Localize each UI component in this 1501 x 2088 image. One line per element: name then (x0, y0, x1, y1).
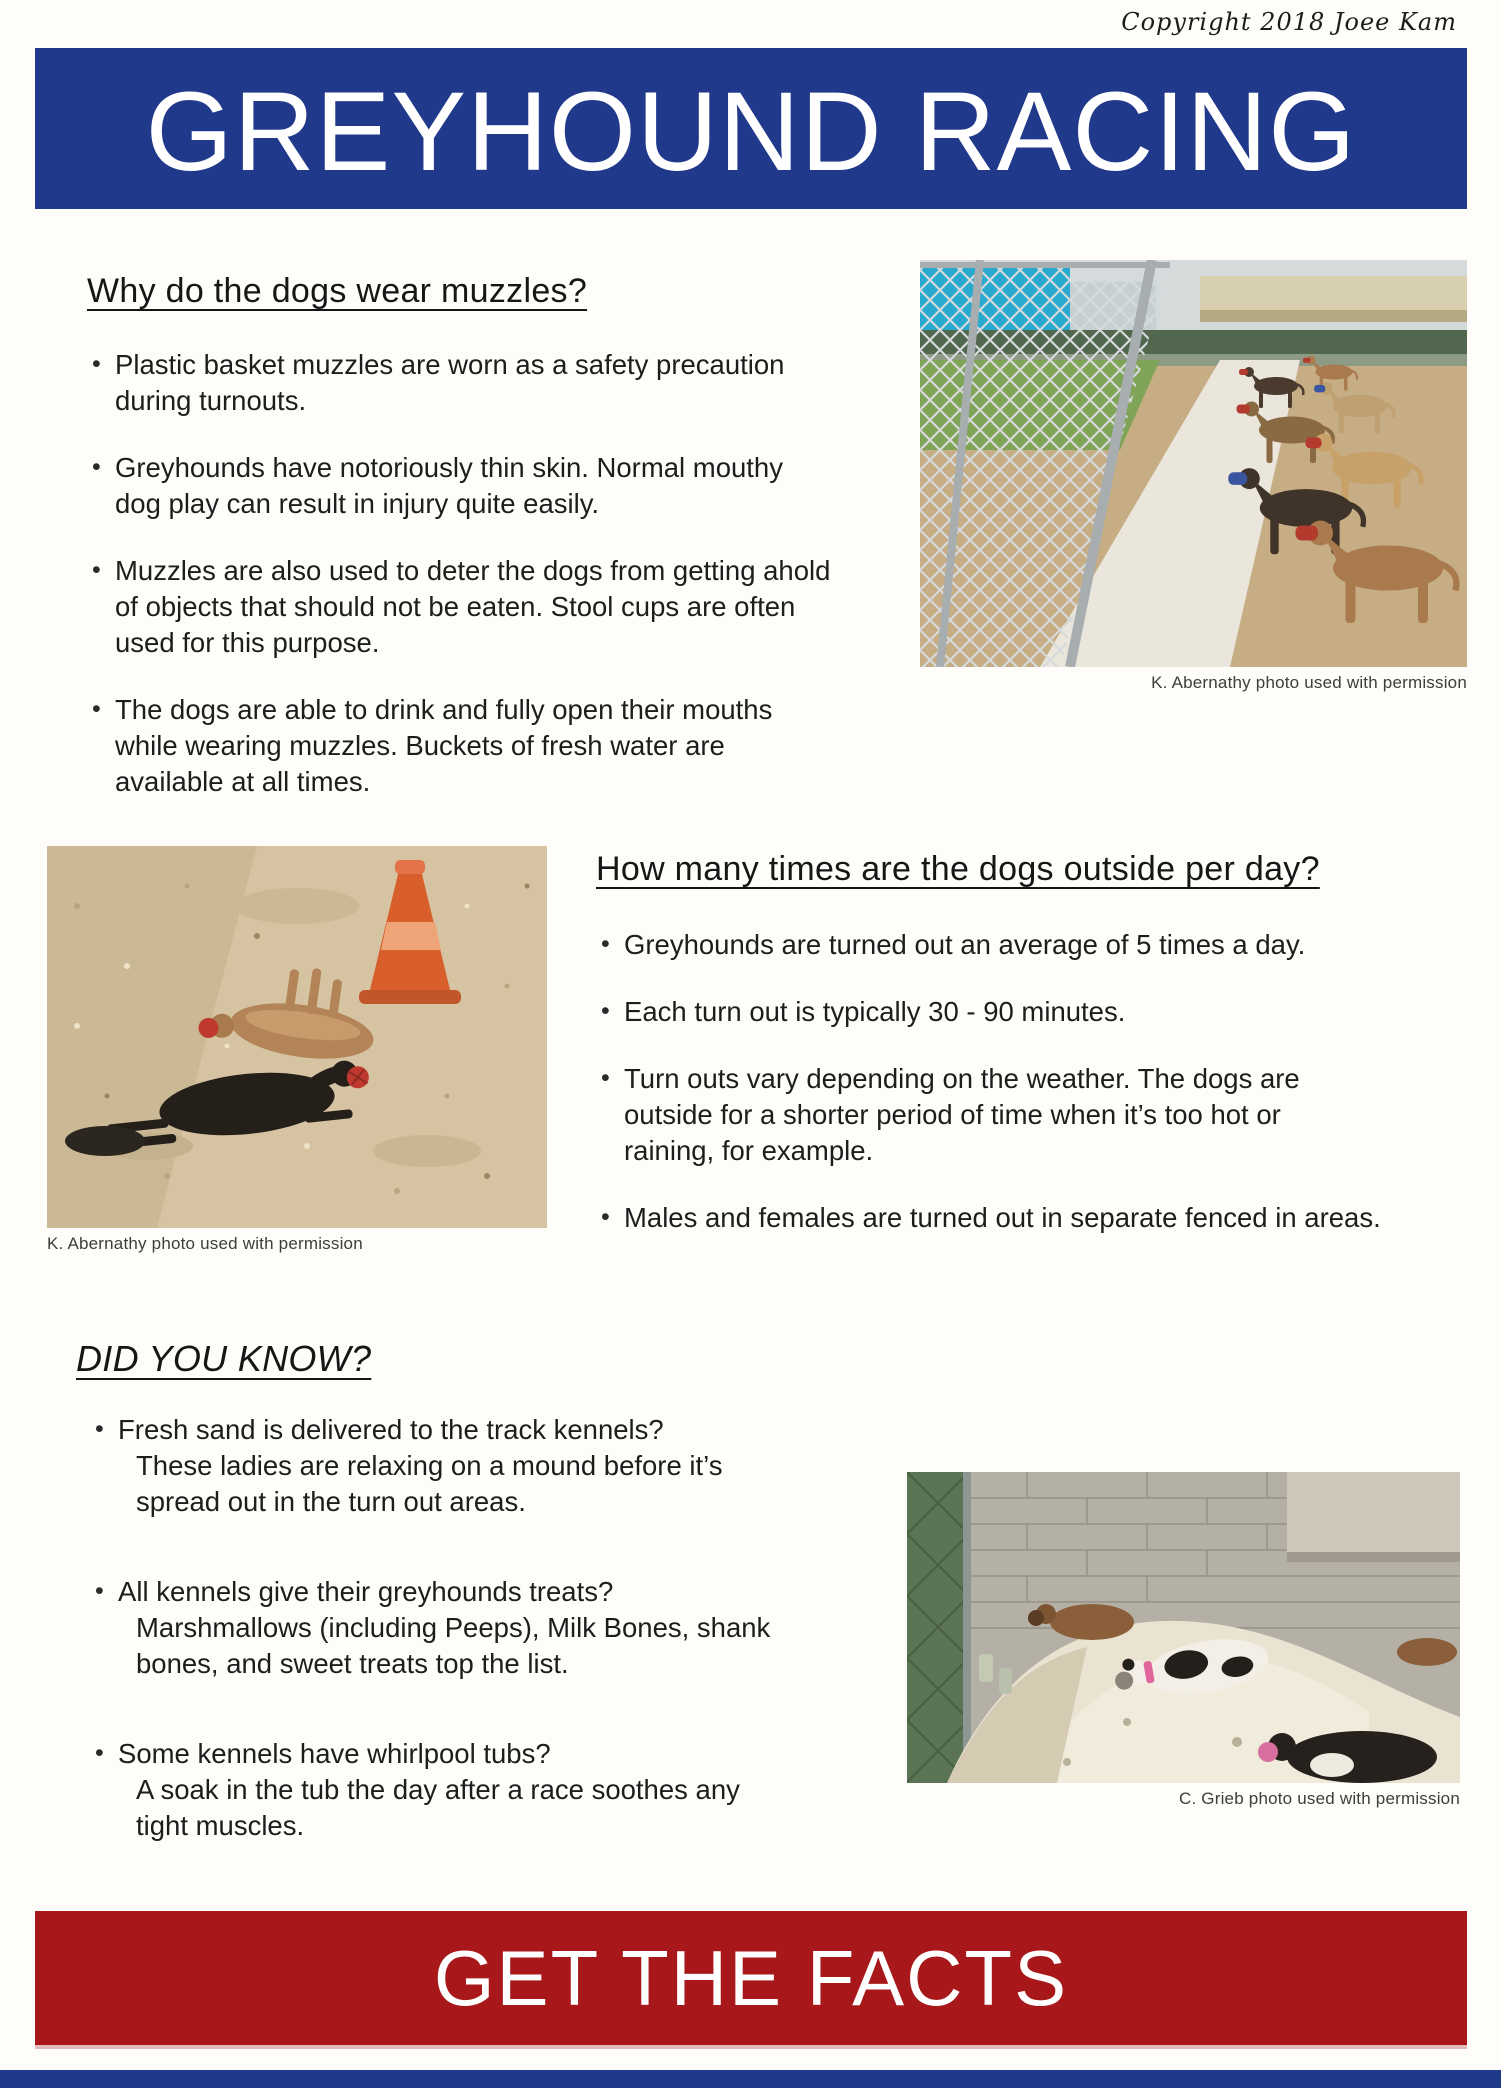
bullet-item (90, 1574, 790, 1682)
copyright-note: Copyright 2018 Joee Kam (1121, 8, 1457, 36)
did-you-know-bullet-list (90, 1412, 790, 1898)
bullet-item: • Males and females are turned out in separate fenced in areas. (596, 1200, 1476, 1236)
photo-sand-nap (47, 846, 547, 1228)
bullet-item: • Greyhounds have notoriously thin skin. Normal mouthy dog play can result in injury quite easily. (87, 450, 832, 522)
photo-caption: K. Abernathy photo used with permission (47, 1234, 363, 1253)
title-banner (35, 48, 1467, 209)
photo-caption: K. Abernathy photo used with permission (1151, 673, 1467, 692)
bullet-item: • Each turn out is typically 30 - 90 minutes. (596, 994, 1476, 1030)
page-title: GREYHOUND RACING (145, 68, 1357, 194)
bullet-item (90, 1412, 790, 1520)
footer-slogan: GET THE FACTS (433, 1934, 1069, 2022)
bullet-detail: Marshmallows (including Peeps), Milk Bones, shank bones, and sweet treats top the list. (136, 1612, 771, 1679)
bullet-detail: These ladies are relaxing on a mound before it’s spread out in the turn out areas. (136, 1450, 723, 1517)
bullet-lead: • All kennels give their greyhounds treats? (90, 1574, 790, 1610)
outside-bullet-list (596, 927, 1476, 1267)
section-heading-did-you-know: DID YOU KNOW? (76, 1338, 372, 1379)
sand-mound-illustration (907, 1472, 1460, 1783)
photo-turnout-pen (920, 260, 1467, 667)
bullet-item: • Muzzles are also used to deter the dogs from getting ahold of objects that should not be eaten. Stool cups are often used for this purpose. (87, 553, 832, 661)
bottom-accent-strip (0, 2070, 1501, 2088)
section-heading-outside: How many times are the dogs outside per day? (596, 850, 1320, 888)
section-heading-muzzles: Why do the dogs wear muzzles? (87, 272, 588, 310)
photo-sand-mound (907, 1472, 1460, 1783)
bullet-lead: • Some kennels have whirlpool tubs? (90, 1736, 790, 1772)
bullet-item: • Greyhounds are turned out an average of 5 times a day. (596, 927, 1476, 963)
bullet-item: • Turn outs vary depending on the weather. The dogs are outside for a shorter period of time when it’s too hot or raining, for example. (596, 1061, 1376, 1169)
footer-banner (35, 1911, 1467, 2049)
bullet-item (90, 1736, 790, 1844)
bullet-lead: • Fresh sand is delivered to the track kennels? (90, 1412, 790, 1448)
photo-caption: C. Grieb photo used with permission (1178, 1789, 1460, 1808)
bullet-detail: A soak in the tub the day after a race soothes any tight muscles. (136, 1774, 740, 1841)
bullet-item: • The dogs are able to drink and fully open their mouths while wearing muzzles. Buckets of fresh water are available at all times. (87, 692, 832, 800)
muzzles-bullet-list (87, 347, 832, 831)
bullet-item: • Plastic basket muzzles are worn as a safety precaution during turnouts. (87, 347, 832, 419)
turnout-pen-illustration (920, 260, 1467, 667)
sand-nap-illustration (47, 846, 547, 1228)
